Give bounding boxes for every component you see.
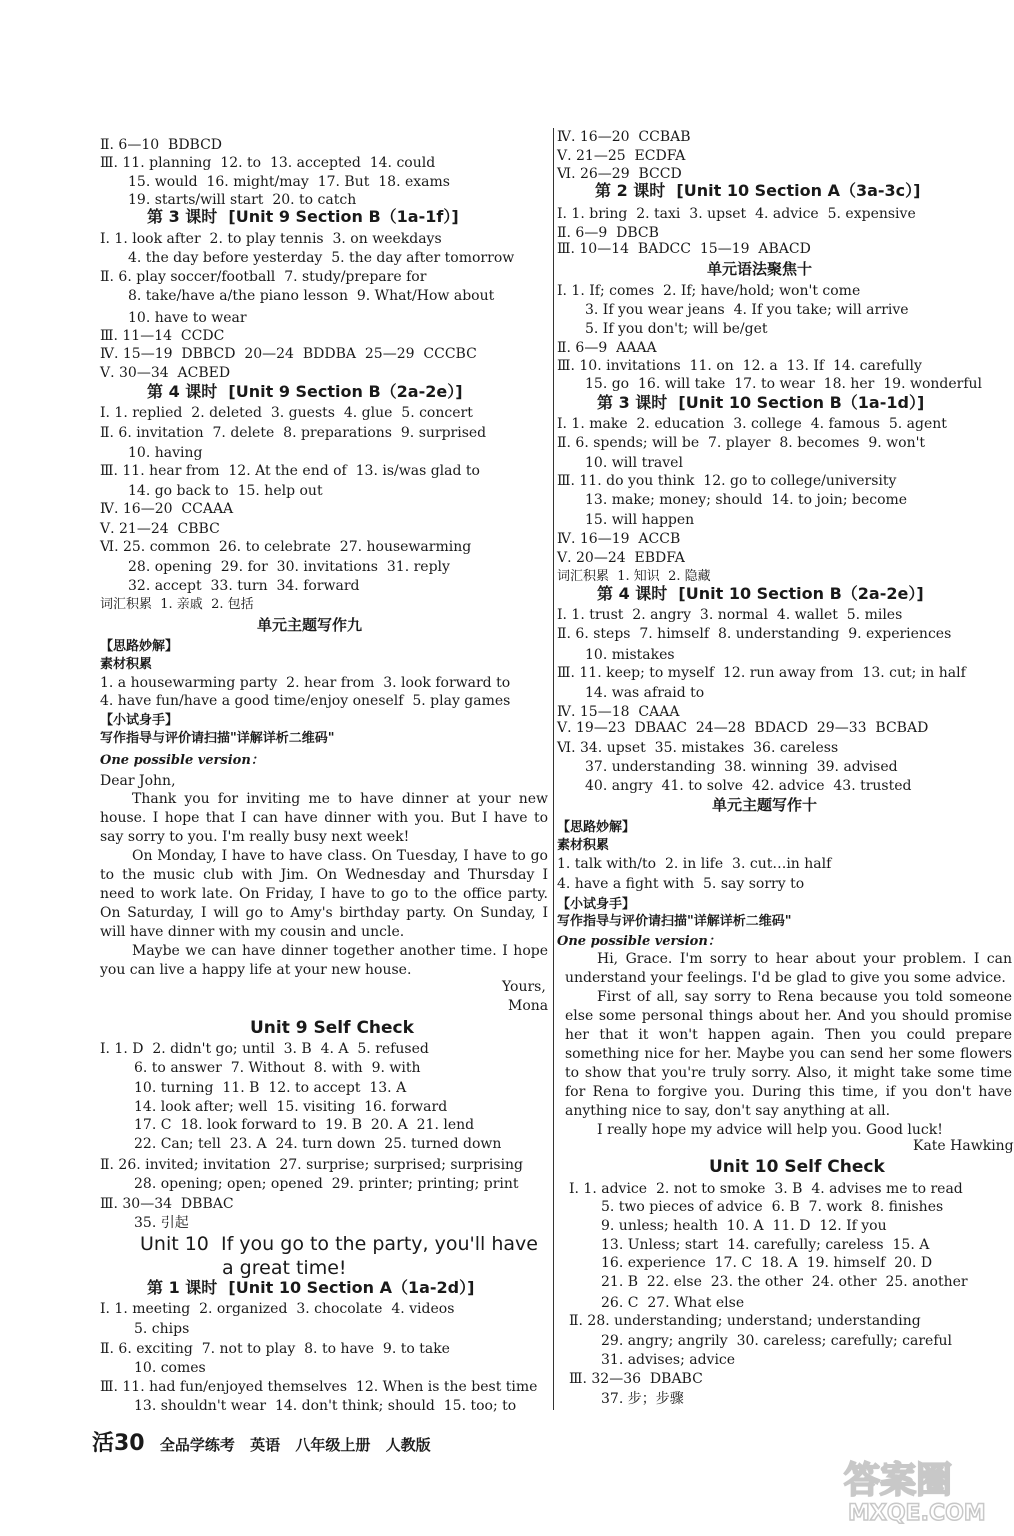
right-line: Ⅲ. 10. invitations 11. on 12. a 13. If 14. carefully <box>557 358 922 374</box>
right-line: Kate Hawking <box>913 1138 1014 1154</box>
left-line: Dear John, <box>100 773 176 789</box>
right-line: 9. unless; health 10. A 11. D 12. If you <box>601 1218 887 1234</box>
left-line: 第 4 课时 [Unit 9 Section B（2a-2e）] <box>147 382 463 401</box>
left-line: Ⅲ. 11. planning 12. to 13. accepted 14. could <box>100 155 436 171</box>
watermark-logo <box>840 1452 1000 1528</box>
left-line: Ⅱ. 6. play soccer/football 7. study/prepare for <box>100 269 427 285</box>
right-line: 21. B 22. else 23. the other 24. other 25. another <box>601 1274 968 1290</box>
right-line: 1. talk with/to 2. in life 3. cut…in half <box>557 856 832 872</box>
right-line: 5. two pieces of advice 6. B 7. work 8. finishes <box>601 1199 944 1215</box>
right-line: 13. make; money; should 14. to join; become <box>585 492 908 508</box>
right-line: Ⅲ. 32—36 DBABC <box>569 1371 703 1387</box>
right-line: 14. was afraid to <box>585 685 705 701</box>
right-line: 第 3 课时 [Unit 10 Section B（1a-1d）] <box>597 393 925 412</box>
left-line: Ⅰ. 1. replied 2. deleted 3. guests 4. glue 5. concert <box>100 405 473 421</box>
footer-brand: 全品学练考 <box>159 1436 235 1454</box>
left-line: One possible version： <box>100 753 264 768</box>
essay-left-paragraph: On Monday, I have to have class. On Tuesday, I have to go to the music club with Jim. On Wednesday and Thursday I need to work late. On Friday, I have to go to the office party. On Saturday, I will go to Amy's birthday party. On Sunday, I will have dinner with my cousin and uncle. <box>100 848 548 940</box>
right-line: 3. If you wear jeans 4. If you take; will arrive <box>585 302 909 318</box>
essay-right-paragraph: Hi, Grace. I'm sorry to hear about your problem. I can understand your feelings. I'd be glad to give you some advice. <box>565 951 1012 986</box>
right-line: One possible version： <box>557 934 721 949</box>
left-line: Ⅰ. 1. look after 2. to play tennis 3. on weekdays <box>100 231 442 247</box>
left-line: 【小试身手】 <box>100 713 179 728</box>
left-line: Ⅱ. 6. exciting 7. not to play 8. to have 9. to take <box>100 1341 450 1357</box>
left-line: Ⅳ. 15—19 DBBCD 20—24 BDDBA 25—29 CCCBC <box>100 346 477 362</box>
left-line: Ⅰ. 1. meeting 2. organized 3. chocolate 4. videos <box>100 1301 455 1317</box>
right-line: 37. 步；步骤 <box>601 1391 684 1407</box>
right-line: 素材积累 <box>557 838 610 853</box>
footer-edition: 人教版 <box>385 1436 431 1454</box>
right-line: 15. go 16. will take 17. to wear 18. her 19. wonderful <box>585 376 983 392</box>
left-line: 22. Can; tell 23. A 24. turn down 25. turned down <box>134 1136 502 1152</box>
right-line: Ⅰ. 1. make 2. education 3. college 4. famous 5. agent <box>557 416 947 432</box>
left-line: 14. go back to 15. help out <box>128 483 323 499</box>
left-line: 10. having <box>128 445 203 461</box>
left-line: 第 1 课时 [Unit 10 Section A（1a-2d）] <box>147 1278 475 1297</box>
right-line: 4. have a fight with 5. say sorry to <box>557 876 805 892</box>
right-line: 10. will travel <box>585 455 683 471</box>
right-line: Ⅰ. 1. advice 2. not to smoke 3. B 4. advises me to read <box>569 1181 963 1197</box>
left-line: Ⅲ. 11—14 CCDC <box>100 328 225 344</box>
left-line: a great time! <box>222 1257 347 1279</box>
right-line: 第 2 课时 [Unit 10 Section A（3a-3c）] <box>595 181 921 200</box>
right-line: Ⅲ. 11. do you think 12. go to college/university <box>557 473 897 489</box>
left-line: 10. turning 11. B 12. to accept 13. A <box>134 1080 407 1096</box>
page-number: 活30 <box>92 1431 145 1456</box>
left-line: Ⅱ. 6. invitation 7. delete 8. preparations 9. surprised <box>100 425 487 441</box>
page-footer <box>92 1426 441 1457</box>
left-line: 28. opening; open; opened 29. printer; printing; print <box>134 1176 519 1192</box>
left-line: Ⅳ. 16—20 CCAAA <box>100 501 234 517</box>
right-line: 40. angry 41. to solve 42. advice 43. trusted <box>585 778 912 794</box>
right-line: 【小试身手】 <box>557 897 636 912</box>
left-line: 17. C 18. look forward to 19. B 20. A 21. lend <box>134 1117 475 1133</box>
left-line: Ⅵ. 25. common 26. to celebrate 27. housewarming <box>100 539 472 555</box>
left-line: Ⅲ. 11. hear from 12. At the end of 13. is/was glad to <box>100 463 480 479</box>
left-line: 第 3 课时 [Unit 9 Section B（1a-1f）] <box>147 207 459 226</box>
left-line: Unit 10 If you go to the party, you'll have <box>140 1233 538 1255</box>
left-line: 28. opening 29. for 30. invitations 31. reply <box>128 559 450 575</box>
left-line: 写作指导与评价请扫描"详解详析二维码" <box>100 731 335 746</box>
right-line: Ⅱ. 6—9 AAAA <box>557 340 657 356</box>
right-line: 单元主题写作十 <box>712 796 818 814</box>
right-line: Ⅱ. 6. spends; will be 7. player 8. becomes 9. won't <box>557 435 926 451</box>
essay-right <box>565 950 1012 1140</box>
left-line: Ⅱ. 6—10 BDBCD <box>100 137 223 153</box>
left-line: 4. the day before yesterday 5. the day after tomorrow <box>128 250 515 266</box>
watermark-url: MXQE.COM <box>848 1501 986 1526</box>
footer-subject: 英语 <box>250 1436 281 1454</box>
right-line: 16. experience 17. C 18. A 19. himself 20. D <box>601 1255 933 1271</box>
watermark-logo-graphic <box>840 1452 1000 1528</box>
right-line: 【思路妙解】 <box>557 820 636 835</box>
right-line: 15. will happen <box>585 512 695 528</box>
left-line: Ⅲ. 30—34 DBBAC <box>100 1196 234 1212</box>
footer-grade: 八年级上册 <box>295 1436 371 1454</box>
left-line: 35. 引起 <box>134 1215 189 1231</box>
right-line: 单元语法聚焦十 <box>707 260 813 278</box>
right-line: 37. understanding 38. winning 39. advised <box>585 759 898 775</box>
right-line: 26. C 27. What else <box>601 1295 745 1311</box>
left-line: 10. have to wear <box>128 310 247 326</box>
right-line: Ⅲ. 11. keep; to myself 12. run away from 13. cut; in half <box>557 665 966 681</box>
essay-left <box>100 790 548 980</box>
right-line: Ⅳ. 15—18 CAAA <box>557 704 680 720</box>
left-line: Mona <box>508 998 549 1014</box>
right-line: 13. Unless; start 14. carefully; careless 15. A <box>601 1237 930 1253</box>
right-line: Ⅵ. 34. upset 35. mistakes 36. careless <box>557 740 839 756</box>
left-line: Ⅴ. 30—34 ACBED <box>100 365 231 381</box>
left-line: 19. starts/will start 20. to catch <box>128 192 357 208</box>
left-line: 10. comes <box>134 1360 206 1376</box>
right-line: Ⅴ. 21—25 ECDFA <box>557 148 686 164</box>
right-line: Ⅰ. 1. trust 2. angry 3. normal 4. wallet 5. miles <box>557 607 903 623</box>
left-line: 素材积累 <box>100 657 153 672</box>
left-line: Ⅱ. 26. invited; invitation 27. surprise; surprised; surprising <box>100 1157 524 1173</box>
left-line: 5. chips <box>134 1321 190 1337</box>
right-line: Ⅰ. 1. If; comes 2. If; have/hold; won't come <box>557 283 861 299</box>
right-line: Ⅳ. 16—20 CCBAB <box>557 129 691 145</box>
right-line: 5. If you don't; will be/get <box>585 321 768 337</box>
right-line: 第 4 课时 [Unit 10 Section B（2a-2e）] <box>597 584 924 603</box>
left-line: 13. shouldn't wear 14. don't think; should 15. too; to <box>134 1398 517 1414</box>
right-line: 10. mistakes <box>585 647 675 663</box>
right-line: 29. angry; angrily 30. careless; carefully; careful <box>601 1333 953 1349</box>
right-line: Unit 10 Self Check <box>709 1157 885 1177</box>
right-line: 写作指导与评价请扫描"详解详析二维码" <box>557 914 792 929</box>
right-line: 词汇积累 1. 知识 2. 隐藏 <box>557 569 711 584</box>
left-line: 4. have fun/have a good time/enjoy oneself 5. play games <box>100 693 511 709</box>
essay-right-paragraph: I really hope my advice will help you. Good luck! <box>597 1122 943 1138</box>
left-line: Ⅲ. 11. had fun/enjoyed themselves 12. When is the best time <box>100 1379 538 1395</box>
left-line: Unit 9 Self Check <box>250 1018 414 1038</box>
right-line: Ⅲ. 10—14 BADCC 15—19 ABACD <box>557 241 811 257</box>
left-line: 15. would 16. might/may 17. But 18. exams <box>128 174 450 190</box>
watermark-text: 答案圈 <box>844 1460 953 1501</box>
left-line: Yours, <box>502 979 546 995</box>
left-line: 6. to answer 7. Without 8. with 9. with <box>134 1060 421 1076</box>
right-line: Ⅳ. 16—19 ACCB <box>557 531 681 547</box>
left-line: 8. take/have a/the piano lesson 9. What/How about <box>128 288 495 304</box>
right-line: Ⅱ. 6—9 DBCB <box>557 225 659 241</box>
left-line: 【思路妙解】 <box>100 639 179 654</box>
right-line: 31. advises; advice <box>601 1352 736 1368</box>
right-line: Ⅴ. 20—24 EBDFA <box>557 550 685 566</box>
left-line: 单元主题写作九 <box>257 616 363 634</box>
right-line: Ⅱ. 28. understanding; understand; understanding <box>569 1313 921 1329</box>
left-line: 14. look after; well 15. visiting 16. forward <box>134 1099 448 1115</box>
essay-right-paragraph: First of all, say sorry to Rena because you told someone else some personal things about her. And you should promise her that it won't happen again. Then you could prepare something nice for her. Maybe you can send her some flowers to show that you're truly sorry. Also, it might take some time for Rena to forgive you. During this time, if you don't have anything nice to say, don't say anything at all. <box>565 989 1012 1119</box>
right-line: Ⅴ. 19—23 DBAAC 24—28 BDACD 29—33 BCBAD <box>557 720 929 736</box>
left-line: 32. accept 33. turn 34. forward <box>128 578 360 594</box>
column-divider <box>553 128 554 1410</box>
left-line: Ⅰ. 1. D 2. didn't go; until 3. B 4. A 5. refused <box>100 1041 429 1057</box>
left-line: 1. a housewarming party 2. hear from 3. look forward to <box>100 675 511 691</box>
right-line: Ⅰ. 1. bring 2. taxi 3. upset 4. advice 5. expensive <box>557 206 916 222</box>
right-line: Ⅱ. 6. steps 7. himself 8. understanding 9. experiences <box>557 626 952 642</box>
right-line: Ⅵ. 26—29 BCCD <box>557 166 682 182</box>
essay-left-paragraph: Thank you for inviting me to have dinner at your new house. I hope that I can have dinner with you. But I have to say sorry to you. I'm really busy next week! <box>100 791 548 845</box>
left-line: Ⅴ. 21—24 CBBC <box>100 521 220 537</box>
left-line: 词汇积累 1. 亲戚 2. 包括 <box>100 597 254 612</box>
essay-left-paragraph: Maybe we can have dinner together another time. I hope you can live a happy life at your new house. <box>100 943 548 978</box>
